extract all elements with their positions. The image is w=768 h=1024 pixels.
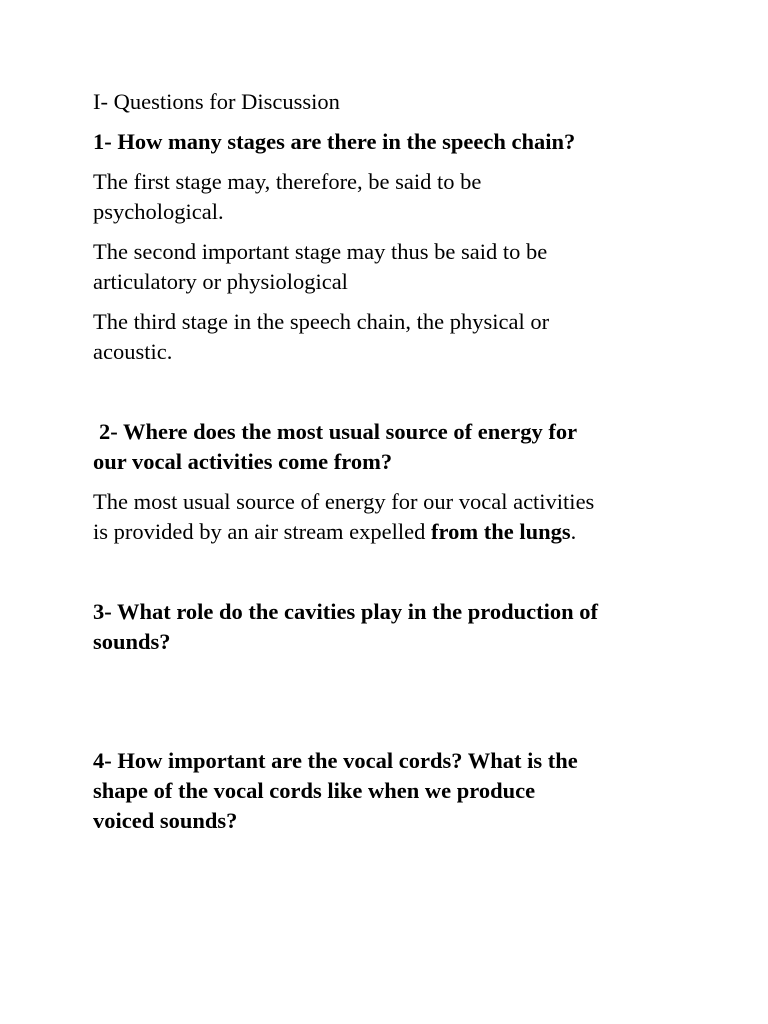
question-4-line-3: voiced sounds? xyxy=(93,808,238,833)
q1-answer-2-line-2: articulatory or physiological xyxy=(93,269,348,294)
question-2-line-1: 2- Where does the most usual source of energy for xyxy=(99,419,578,444)
q2-answer-line-2 xyxy=(93,517,693,547)
q2-answer-line-1: The most usual source of energy for our vocal activities xyxy=(93,489,595,514)
q1-answer-1-line-2: psychological. xyxy=(93,199,224,224)
q1-answer-1-line-1: The first stage may, therefore, be said to be xyxy=(93,169,482,194)
q1-answer-3-line-2: acoustic. xyxy=(93,339,173,364)
section-heading: I- Questions for Discussion xyxy=(93,89,340,114)
question-4-line-2: shape of the vocal cords like when we produce xyxy=(93,778,536,803)
q1-answer-3-line-1: The third stage in the speech chain, the physical or xyxy=(93,309,550,334)
question-2-line-2: our vocal activities come from? xyxy=(93,449,393,474)
q2-answer-suffix: . xyxy=(570,519,577,544)
q2-answer-emphasis: from the lungs xyxy=(431,519,571,544)
question-3-line-2: sounds? xyxy=(93,629,171,654)
question-3-line-1: 3- What role do the cavities play in the production of xyxy=(93,599,599,624)
q1-answer-2-line-1: The second important stage may thus be said to be xyxy=(93,239,548,264)
question-1: 1- How many stages are there in the speech chain? xyxy=(93,129,576,154)
q2-answer-prefix: is provided by an air stream expelled xyxy=(93,519,432,544)
question-4-line-1: 4- How important are the vocal cords? What is the xyxy=(93,748,578,773)
